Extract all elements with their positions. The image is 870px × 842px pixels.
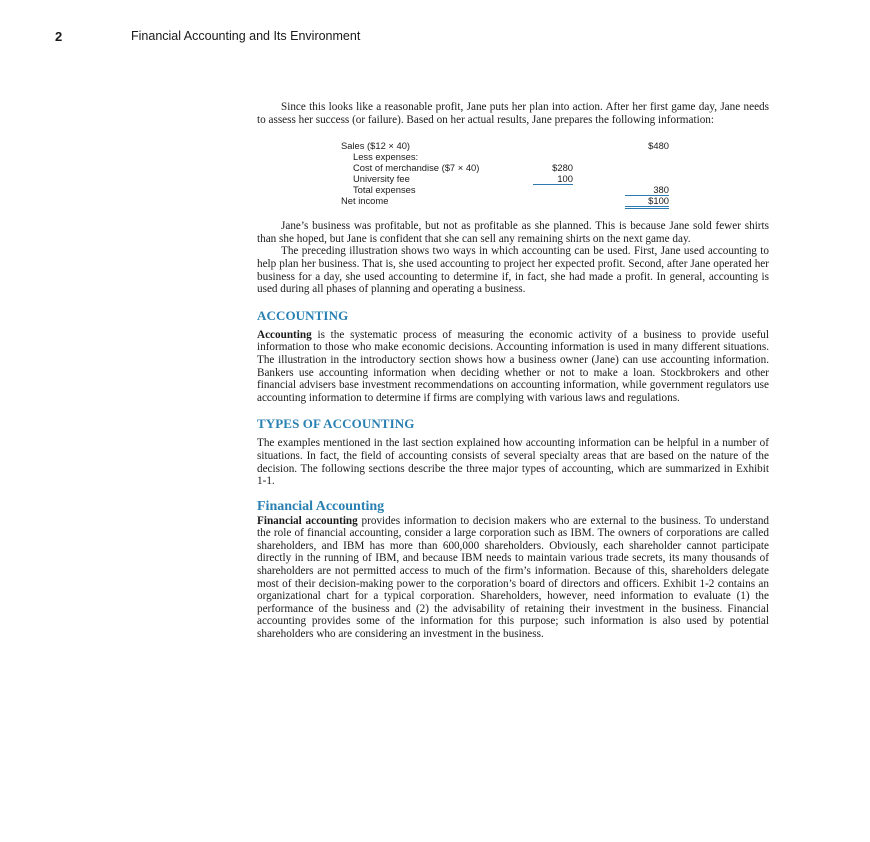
financial-body: provides information to decision makers who are external to the business. To understand the role of financial accounting, consider a large corporation such as IBM. The owners of corporations are called shareholders, and IBM has more than 600,000 shareholders. Obviously, each shareholder cannot participate directly in the running of IBM, and because IBM needs to maintain various trade secrets, its many thousands of shareholders are not permitted access to much of the firm’s information. Because of this, shareholders delegate most of their decision-making power to the corporation’s board of directors and officers. Exhibit 1-2 contains an organizational chart for a typical corporation. Shareholders, however, need information to evaluate (1) the performance of the business and (2) the advisability of retaining their investment in the business. Financial accounting provides some of the information for this purpose; such information is also used by potential shareholders who are considering an investment in the business. [257,514,770,641]
sales-value: $480 [648,140,669,152]
running-title: Financial Accounting and Its Environment [131,29,361,43]
page-content [257,101,769,641]
illustration-paragraph: The preceding illustration shows two ways in which accounting can be used. First, Jane used accounting to help plan her business. That is, she used accounting to project her expected profit. Second, after Jane operated her business for a day, she used accounting to determine if, in fact, she had made a profit. In general, accounting is used during all phases of planning and operating a business. [257,245,769,296]
intro-paragraph: Since this looks like a reasonable profit, Jane puts her plan into action. After her first game day, Jane needs to assess her success (or failure). Based on her actual results, Jane prepares the following information: [257,101,769,126]
fee-label: University fee [353,173,410,185]
sales-label: Sales ($12 × 40) [341,140,411,152]
running-head [0,29,870,47]
accounting-paragraph [257,329,769,405]
statement-row-cogs [341,162,671,173]
heading-types-of-accounting: TYPES OF ACCOUNTING [257,416,415,432]
cogs-label: Cost of merchandise ($7 × 40) [353,162,480,174]
accounting-body: is the systematic process of measuring the economic activity of a business to provide useful information to those who make economic decisions. Accounting information is used in many different situations. The illustration in the introductory section shows how a business owner (Jane) can use accounting information. Bankers use accounting information when deciding whether or not to make a loan. Stockbrokers and other financial advisers base investment recommendations on accounting information, while government regulators use accounting information to determine if firms are complying with various laws and regulations. [257,328,769,404]
financial-paragraph [257,515,769,641]
after-statement-paragraph: Jane’s business was profitable, but not as profitable as she planned. This is because Jane sold fewer shirts than she hoped, but Jane is confident that she can sell any remaining shirts on the next game day. [257,220,769,245]
statement-row-fee [341,173,671,184]
net-value: $100 [625,195,669,209]
total-label: Total expenses [353,184,416,196]
page-number: 2 [55,29,63,44]
types-paragraph: The examples mentioned in the last section explained how accounting information can be helpful in a number of situations. In fact, the field of accounting consists of several specialty areas that are based on the nature of the decision. The following sections describe the three major types of accounting, which are summarized in Exhibit 1-1. [257,437,769,488]
accounting-term: Accounting [257,328,312,341]
total-value: 380 [625,184,669,196]
statement-row-less-expenses [341,151,671,162]
fee-value: 100 [533,173,573,185]
financial-accounting-term: Financial accounting [257,514,358,527]
statement-row-net [341,195,671,206]
heading-financial-accounting: Financial Accounting [257,498,385,514]
cogs-value: $280 [552,162,573,174]
statement-row-sales [341,140,671,151]
income-statement [341,140,671,206]
less-expenses-label: Less expenses: [353,151,419,163]
heading-accounting: ACCOUNTING [257,307,349,323]
net-label: Net income [341,195,389,207]
statement-row-total [341,184,671,195]
